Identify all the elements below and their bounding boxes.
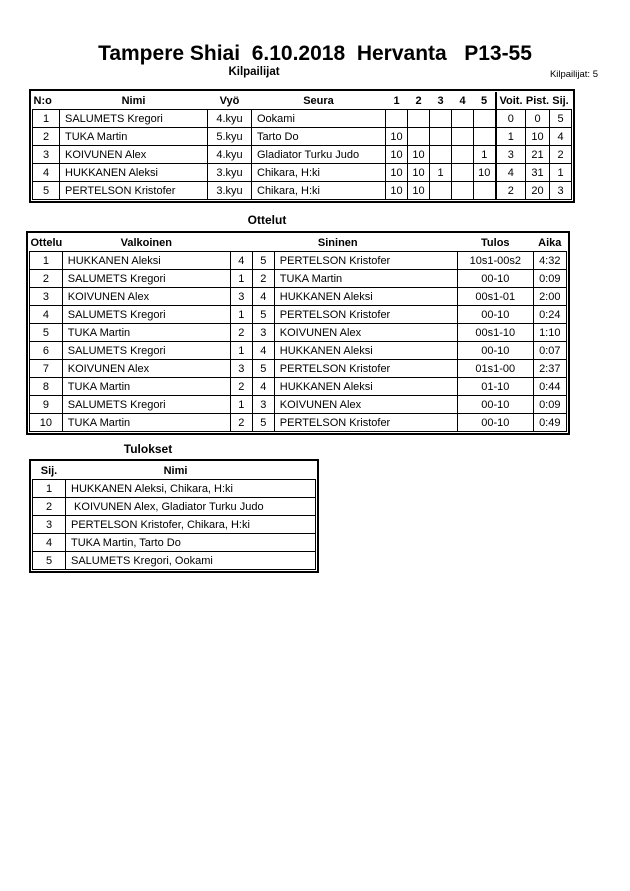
match-time: 0:07 [533,342,566,360]
result-place: 5 [33,552,66,570]
competitor-club: Chikara, H:ki [252,182,386,200]
page-title: Tampere Shiai 6.10.2018 Hervanta P13-55 [98,42,532,65]
competitor-no: 3 [33,146,60,164]
result-name: SALUMETS Kregori, Ookami [66,552,316,570]
match-no: 8 [30,378,63,396]
competitor-name: KOIVUNEN Alex [60,146,208,164]
match-no: 1 [30,252,63,270]
match-result: 00-10 [457,270,533,288]
competitor-club: Chikara, H:ki [252,164,386,182]
blue-name: HUKKANEN Aleksi [274,378,457,396]
competitors-header-row [33,92,572,110]
white-number-cell: 1 [230,270,252,288]
result-name: KOIVUNEN Alex, Gladiator Turku Judo [66,498,316,516]
competitor-no: 5 [33,182,60,200]
match-row [30,342,567,360]
competitor-wins: 2 [496,182,526,200]
match-no: 9 [30,396,63,414]
result-place: 2 [33,498,66,516]
result-place: 3 [33,516,66,534]
competitor-wins: 0 [496,110,526,128]
score-cell: 1 [430,164,452,182]
blue-number-cell: 3 [252,324,274,342]
result-name: HUKKANEN Aleksi, Chikara, H:ki [66,480,316,498]
white-number-cell: 2 [230,324,252,342]
results-grid [32,462,316,570]
match-time: 0:09 [533,270,566,288]
score-cell: 10 [408,164,430,182]
match-result: 10s1-00s2 [457,252,533,270]
result-row [33,480,316,498]
competitor-name: SALUMETS Kregori [60,110,208,128]
blue-number-cell: 5 [252,414,274,432]
match-no: 2 [30,270,63,288]
header-round-5: 5 [474,92,496,110]
competitor-club: Gladiator Turku Judo [252,146,386,164]
matches-table [26,231,570,435]
header-match: Ottelu [30,234,63,252]
blue-name: KOIVUNEN Alex [274,324,457,342]
competitor-wins: 1 [496,128,526,146]
score-cell: 10 [386,146,408,164]
result-row [33,552,316,570]
match-no: 5 [30,324,63,342]
competitor-belt: 5.kyu [208,128,252,146]
competitor-row [33,182,572,200]
result-place: 1 [33,480,66,498]
header-round-2: 2 [408,92,430,110]
results-section-title: Tulokset [123,442,173,456]
match-result: 01-10 [457,378,533,396]
matches-header-row [30,234,567,252]
blue-name: HUKKANEN Aleksi [274,342,457,360]
white-number-cell: 3 [230,360,252,378]
match-row [30,252,567,270]
competitor-club: Tarto Do [252,128,386,146]
score-cell [386,110,408,128]
competitor-place: 4 [550,128,572,146]
match-no: 10 [30,414,63,432]
competitor-place: 3 [550,182,572,200]
score-cell [430,182,452,200]
score-cell [474,110,496,128]
competitor-belt: 4.kyu [208,146,252,164]
blue-name: PERTELSON Kristofer [274,360,457,378]
blue-number-cell: 4 [252,378,274,396]
score-cell: 10 [386,128,408,146]
match-result: 01s1-00 [457,360,533,378]
competitor-name: TUKA Martin [60,128,208,146]
header-round-1: 1 [386,92,408,110]
score-cell [452,110,474,128]
competitor-row [33,110,572,128]
blue-number-cell: 3 [252,396,274,414]
match-no: 4 [30,306,63,324]
score-cell [408,128,430,146]
result-name: PERTELSON Kristofer, Chikara, H:ki [66,516,316,534]
white-name: SALUMETS Kregori [62,270,230,288]
competitor-place: 5 [550,110,572,128]
match-result: 00-10 [457,414,533,432]
score-cell [430,110,452,128]
score-cell [430,128,452,146]
competitor-no: 2 [33,128,60,146]
competitor-points: 10 [526,128,550,146]
header-points: Pist. [526,92,550,110]
header-place: Sij. [33,462,66,480]
competitors-section-title: Kilpailijat [228,66,280,78]
match-result: 00s1-01 [457,288,533,306]
header-result: Tulos [457,234,533,252]
results-table [29,459,319,573]
blue-name: PERTELSON Kristofer [274,252,457,270]
competitor-row [33,146,572,164]
match-time: 0:49 [533,414,566,432]
white-name: TUKA Martin [62,324,230,342]
white-name: TUKA Martin [62,414,230,432]
white-name: HUKKANEN Aleksi [62,252,230,270]
competitor-row [33,128,572,146]
match-result: 00-10 [457,396,533,414]
match-row [30,360,567,378]
white-number-cell: 1 [230,342,252,360]
score-cell [452,164,474,182]
blue-name: TUKA Martin [274,270,457,288]
competitors-table [29,89,575,203]
white-number-cell: 1 [230,396,252,414]
score-cell: 10 [474,164,496,182]
blue-number-cell: 4 [252,342,274,360]
match-result: 00-10 [457,306,533,324]
blue-number-cell: 5 [252,360,274,378]
header-name: Nimi [66,462,316,480]
match-no: 6 [30,342,63,360]
match-row [30,324,567,342]
competitor-name: PERTELSON Kristofer [60,182,208,200]
score-cell: 10 [386,164,408,182]
match-time: 0:44 [533,378,566,396]
match-time: 1:10 [533,324,566,342]
match-time: 0:09 [533,396,566,414]
competitor-belt: 4.kyu [208,110,252,128]
competitor-place: 1 [550,164,572,182]
competitor-wins: 4 [496,164,526,182]
score-cell [474,128,496,146]
score-cell [452,182,474,200]
result-row [33,498,316,516]
competitor-points: 31 [526,164,550,182]
header-club: Seura [252,92,386,110]
blue-name: PERTELSON Kristofer [274,306,457,324]
match-result: 00s1-10 [457,324,533,342]
white-name: SALUMETS Kregori [62,306,230,324]
competitors-grid [32,92,572,200]
header-time: Aika [533,234,566,252]
match-time: 0:24 [533,306,566,324]
match-time: 2:00 [533,288,566,306]
score-cell [452,128,474,146]
white-name: KOIVUNEN Alex [62,288,230,306]
match-time: 4:32 [533,252,566,270]
header-white: Valkoinen [62,234,230,252]
competitor-name: HUKKANEN Aleksi [60,164,208,182]
score-cell [430,146,452,164]
white-number-cell: 4 [230,252,252,270]
header-place: Sij. [550,92,572,110]
competitor-wins: 3 [496,146,526,164]
result-row [33,534,316,552]
header-no: N:o [33,92,60,110]
matches-grid [29,234,567,432]
match-row [30,270,567,288]
white-name: KOIVUNEN Alex [62,360,230,378]
result-name: TUKA Martin, Tarto Do [66,534,316,552]
header-blue: Sininen [274,234,457,252]
header-round-3: 3 [430,92,452,110]
blue-name: PERTELSON Kristofer [274,414,457,432]
results-header-row [33,462,316,480]
result-place: 4 [33,534,66,552]
competitor-points: 20 [526,182,550,200]
match-row [30,288,567,306]
blue-name: HUKKANEN Aleksi [274,288,457,306]
white-name: SALUMETS Kregori [62,396,230,414]
match-no: 3 [30,288,63,306]
white-number-cell: 1 [230,306,252,324]
score-cell: 10 [408,146,430,164]
competitor-points: 21 [526,146,550,164]
blue-number-cell: 5 [252,252,274,270]
header-name: Nimi [60,92,208,110]
score-cell [408,110,430,128]
white-name: TUKA Martin [62,378,230,396]
competitor-no: 4 [33,164,60,182]
score-cell: 10 [408,182,430,200]
competitor-row [33,164,572,182]
competitor-no: 1 [33,110,60,128]
match-row [30,306,567,324]
competitor-belt: 3.kyu [208,182,252,200]
competitor-club: Ookami [252,110,386,128]
match-no: 7 [30,360,63,378]
competitor-place: 2 [550,146,572,164]
header-round-4: 4 [452,92,474,110]
match-row [30,414,567,432]
match-row [30,396,567,414]
score-cell: 1 [474,146,496,164]
header-spacer [252,234,274,252]
blue-number-cell: 4 [252,288,274,306]
matches-section-title: Ottelut [247,213,287,227]
header-wins: Voit. [496,92,526,110]
white-name: SALUMETS Kregori [62,342,230,360]
competitor-count-label: Kilpailijat: 5 [549,69,598,80]
result-row [33,516,316,534]
blue-number-cell: 5 [252,306,274,324]
score-cell [452,146,474,164]
white-number-cell: 3 [230,288,252,306]
header-spacer [230,234,252,252]
blue-name: KOIVUNEN Alex [274,396,457,414]
match-result: 00-10 [457,342,533,360]
competitor-belt: 3.kyu [208,164,252,182]
blue-number-cell: 2 [252,270,274,288]
match-time: 2:37 [533,360,566,378]
header-belt: Vyö [208,92,252,110]
match-row [30,378,567,396]
score-cell: 10 [386,182,408,200]
white-number-cell: 2 [230,414,252,432]
white-number-cell: 2 [230,378,252,396]
competitor-points: 0 [526,110,550,128]
score-cell [474,182,496,200]
